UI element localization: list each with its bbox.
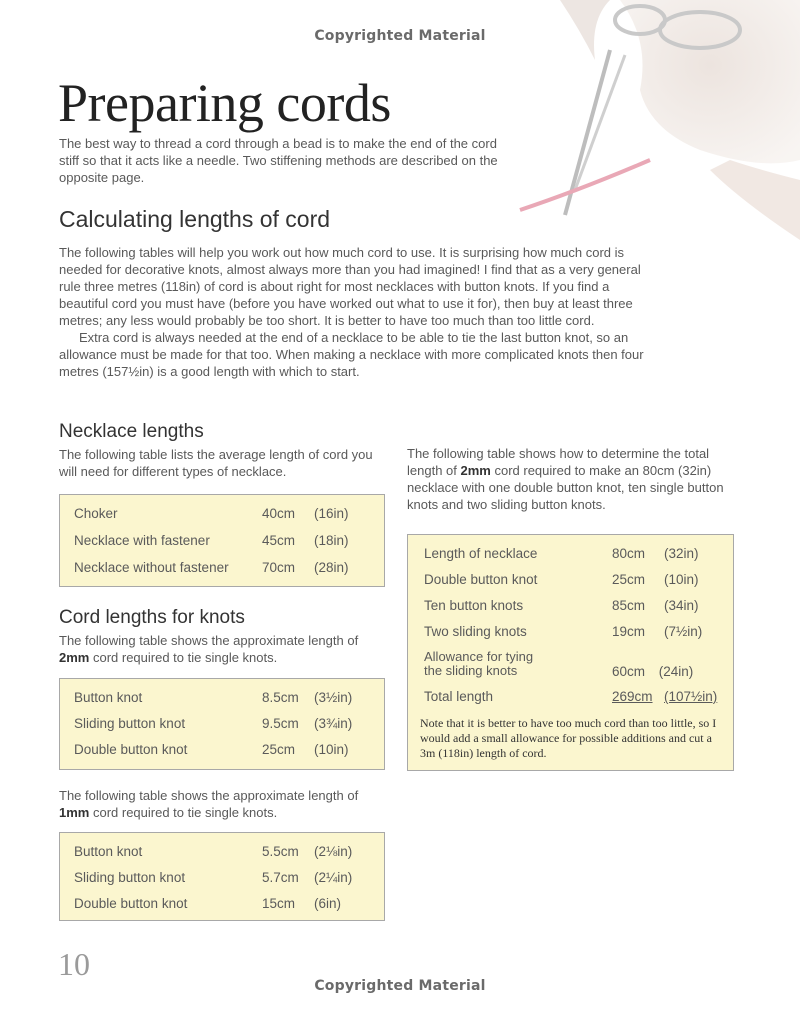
table-row	[74, 742, 374, 760]
total-length-in: (107½in)	[664, 689, 718, 704]
row-in: (16in)	[314, 506, 349, 521]
row-cm: 25cm	[262, 742, 296, 757]
total-note: Note that it is better to have too much cord than too little, so I would add a small allowance for possible additions and cut a 3m (118in) length of cord.	[420, 716, 717, 760]
header-copyright: Copyrighted Material	[314, 28, 486, 44]
row-cm: 40cm	[262, 506, 296, 521]
row-label: Two sliding knots	[424, 624, 527, 639]
row-in: (34in)	[664, 598, 699, 613]
row-cm: 85cm	[612, 598, 646, 613]
knots-desc-2mm-pre: The following table shows the approximate length of	[59, 633, 359, 648]
knots-desc-1mm-bold: 1mm	[59, 805, 90, 820]
allowance-in: (24in)	[658, 664, 694, 679]
row-label: Necklace without fastener	[74, 560, 229, 575]
row-label: Button knot	[74, 844, 143, 859]
row-label: Length of necklace	[424, 546, 538, 561]
total-desc-pre: The following table shows how to determine the total length of	[407, 446, 710, 478]
row-label: Double button knot	[74, 896, 188, 911]
knots-desc-2mm-bold: 2mm	[59, 650, 90, 665]
calc-paragraph-2: Extra cord is always needed at the end of a necklace to be able to tie the last button knot, so an allowance must be made for that too. When making a necklace with more complicated knots then four metres (157½in) is a good length with which to start.	[59, 330, 644, 379]
total-desc-post: cord required to make an 80cm (32in) necklace with one double button knot, ten single button knots and two sliding button knots.	[407, 463, 724, 512]
calc-body	[59, 244, 659, 380]
row-cm: 5.5cm	[262, 844, 299, 859]
allowance-values	[612, 664, 693, 679]
row-in: (3¾in)	[314, 716, 353, 731]
allowance-label-1: Allowance for tying	[424, 649, 534, 664]
row-cm: 19cm	[612, 624, 646, 639]
row-in: (28in)	[314, 560, 349, 575]
calc-paragraph-1: The following tables will help you work out how much cord to use. It is surprising how much cord is needed for decorative knots, almost always more than you had imagined! I find that as a very general rule three metres (118in) of cord is about right for most necklaces with button knots. If you find a beautiful cord you must have (before you have worked out what to use it for), then buy at least three metres; any less would probably be too short. It is better to have too much than too little cord.	[59, 245, 641, 328]
row-cm: 8.5cm	[262, 690, 299, 705]
row-in: (10in)	[664, 572, 699, 587]
necklace-heading: Necklace lengths	[59, 421, 204, 442]
knots-desc-1mm-pre: The following table shows the approximate length of	[59, 788, 359, 803]
total-desc	[407, 445, 732, 513]
row-in: (18in)	[314, 533, 349, 548]
row-label: Sliding button knot	[74, 716, 186, 731]
row-label: Choker	[74, 506, 118, 521]
table-row	[74, 560, 374, 578]
necklace-desc: The following table lists the average length of cord you will need for different types of necklace.	[59, 447, 373, 479]
row-in: (2¼in)	[314, 870, 353, 885]
allowance-row	[424, 650, 533, 678]
row-cm: 80cm	[612, 546, 646, 561]
table-row	[74, 844, 374, 862]
knots-desc-2mm-post: cord required to tie single knots.	[89, 650, 278, 665]
row-cm: 45cm	[262, 533, 296, 548]
table-row	[74, 533, 374, 551]
row-in: (10in)	[314, 742, 349, 757]
intro-paragraph: The best way to thread a cord through a bead is to make the end of the cord stiff so that it acts like a needle. Two stiffening methods are described on the opposite page.	[59, 136, 498, 185]
row-in: (3½in)	[314, 690, 353, 705]
knots-1mm-table	[59, 832, 385, 921]
total-length-label: Total length	[424, 689, 494, 704]
row-in: (7½in)	[664, 624, 703, 639]
knots-desc-2mm	[59, 632, 379, 666]
table-row	[74, 870, 374, 888]
table-row	[424, 546, 724, 564]
table-row	[74, 690, 374, 708]
row-label: Double button knot	[424, 572, 538, 587]
knots-heading: Cord lengths for knots	[59, 607, 245, 628]
table-row	[74, 716, 374, 734]
total-table	[407, 534, 734, 771]
total-length-cm: 269cm	[612, 689, 653, 704]
table-row	[424, 598, 724, 616]
row-cm: 9.5cm	[262, 716, 299, 731]
row-in: (6in)	[314, 896, 342, 911]
row-label: Sliding button knot	[74, 870, 186, 885]
table-row	[424, 572, 724, 590]
row-cm: 70cm	[262, 560, 296, 575]
necklace-table	[59, 494, 385, 587]
row-in: (32in)	[664, 546, 699, 561]
calc-heading: Calculating lengths of cord	[59, 206, 331, 232]
table-row	[424, 624, 724, 642]
allowance-cm: 60cm	[612, 664, 646, 679]
row-label: Button knot	[74, 690, 143, 705]
knots-2mm-table	[59, 678, 385, 770]
allowance-label-2: the sliding knots	[424, 663, 518, 678]
row-label: Double button knot	[74, 742, 188, 757]
row-cm: 15cm	[262, 896, 296, 911]
row-label: Ten button knots	[424, 598, 524, 613]
page-number: 10	[58, 946, 90, 982]
row-label: Necklace with fastener	[74, 533, 210, 548]
row-in: (2⅛in)	[314, 844, 353, 859]
page-title: Preparing cords	[58, 73, 391, 133]
row-cm: 5.7cm	[262, 870, 299, 885]
total-desc-bold: 2mm	[460, 463, 491, 478]
knots-desc-1mm	[59, 787, 379, 821]
row-cm: 25cm	[612, 572, 646, 587]
knots-desc-1mm-post: cord required to tie single knots.	[89, 805, 278, 820]
table-row	[74, 896, 374, 914]
table-row	[74, 506, 374, 524]
footer-copyright: Copyrighted Material	[314, 978, 486, 994]
